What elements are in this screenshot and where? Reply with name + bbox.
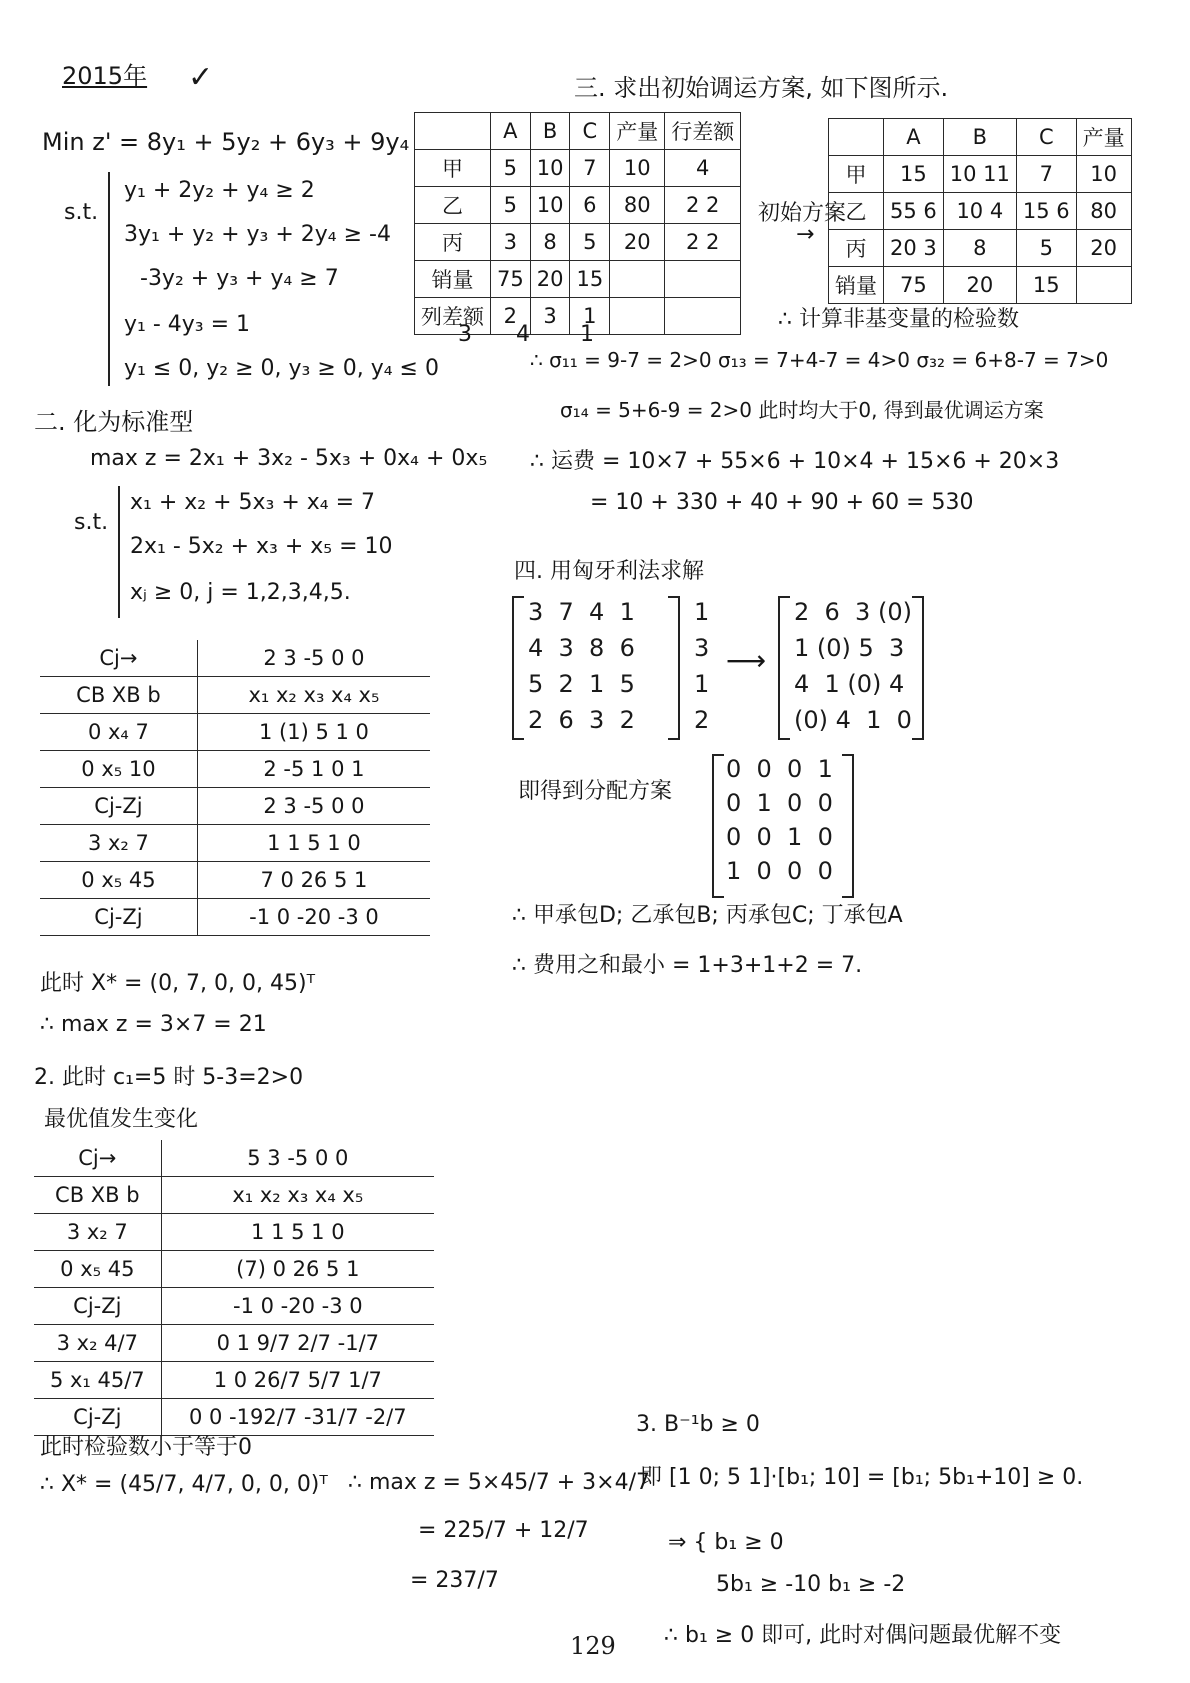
table-row: 销量 75 20 15	[415, 261, 741, 298]
q2-c2: 2x₁ - 5x₂ + x₃ + x₅ = 10	[130, 534, 393, 559]
matrix3-right-bracket	[842, 754, 854, 898]
table-row: A B C 产量	[829, 119, 1132, 156]
initial-plan-label: 初始方案	[758, 201, 847, 226]
q5-imp2: 5b₁ ≥ -10 b₁ ≥ -2	[716, 1572, 906, 1597]
table-row: 3 x₂ 7 1 1 5 1 0	[34, 1214, 434, 1251]
q3-calc2: σ₁₄ = 5+6-9 = 2>0 此时均大于0, 得到最优调运方案	[560, 398, 1044, 422]
q3-cost1: ∴ 运费 = 10×7 + 55×6 + 10×4 + 15×6 + 20×3	[530, 449, 1060, 474]
q5-result: ∴ b₁ ≥ 0 即可, 此时对偶问题最优解不变	[664, 1623, 1062, 1648]
q5-eq: 即 [1 0; 5 1]·[b₁; 10] = [b₁; 5b₁+10] ≥ 0.	[640, 1465, 1084, 1490]
table-row: Cj→ 5 3 -5 0 0	[34, 1140, 434, 1177]
table-row: Cj-Zj -1 0 -20 -3 0	[40, 899, 430, 936]
col-diff-2: 3	[458, 322, 472, 347]
q1-st: s.t.	[64, 200, 99, 225]
table-row: 3 x₂ 4/7 0 1 9/7 2/7 -1/7	[34, 1325, 434, 1362]
matrix2-left-bracket	[778, 596, 790, 740]
q2-brace	[118, 486, 128, 618]
table-row: 乙 5 10 6 80 2 2	[415, 187, 741, 224]
q2-result1: 此时 X* = (0, 7, 0, 0, 45)ᵀ	[40, 971, 316, 996]
matrix1: 3 7 4 1 4 3 8 6 5 2 1 5 2 6 3 2	[528, 598, 635, 734]
table-row: CB XB b x₁ x₂ x₃ x₄ x₅	[34, 1177, 434, 1214]
q2-result3: 此时检验数小于等于0	[40, 1435, 252, 1460]
simplex-table-1	[40, 640, 430, 936]
q2-part2b: 最优值发生变化	[44, 1107, 199, 1132]
year-label: 2015年	[62, 62, 148, 90]
q2-max2: = 225/7 + 12/7	[418, 1518, 589, 1543]
table-row: 3 x₂ 7 1 1 5 1 0	[40, 825, 430, 862]
q4-result2: ∴ 费用之和最小 = 1+3+1+2 = 7.	[512, 953, 863, 978]
q3-calc-title: ∴ 计算非基变量的检验数	[778, 307, 1019, 332]
matrix2: 2 6 3 (0) 1 (0) 5 3 4 1 (0) 4 (0) 4 1 0	[794, 598, 912, 734]
q1-c1: y₁ + 2y₂ + y₄ ≥ 2	[124, 178, 315, 203]
matrix1-right-bracket	[668, 596, 680, 740]
table-row: 乙 55 6 10 4 15 6 80	[829, 193, 1132, 230]
table-row: Cj-Zj 2 3 -5 0 0	[40, 788, 430, 825]
table-row: 0 x₅ 45 7 0 26 5 1	[40, 862, 430, 899]
q1-c3: -3y₂ + y₃ + y₄ ≥ 7	[140, 266, 339, 291]
table-row: 0 x₅ 45 (7) 0 26 5 1	[34, 1251, 434, 1288]
q5-imp1: ⇒ { b₁ ≥ 0	[668, 1530, 784, 1555]
arrow-icon: →	[796, 222, 815, 247]
table-row: Cj-Zj -1 0 -20 -3 0	[34, 1288, 434, 1325]
transport-table-1	[414, 112, 741, 335]
q3-cost2: = 10 + 330 + 40 + 90 + 60 = 530	[590, 490, 974, 515]
q2-max1: ∴ max z = 5×45/7 + 3×4/7	[348, 1470, 650, 1495]
transport-table-2	[828, 118, 1132, 304]
q3-calc1: ∴ σ₁₁ = 9-7 = 2>0 σ₁₃ = 7+4-7 = 4>0 σ₃₂ = 6+8-7 = 7>0	[530, 348, 1109, 372]
q1-c5: y₁ ≤ 0, y₂ ≥ 0, y₃ ≥ 0, y₄ ≤ 0	[124, 356, 439, 381]
q1-brace	[108, 172, 118, 386]
table-row: 0 x₅ 10 2 -5 1 0 1	[40, 751, 430, 788]
table-row: 丙 3 8 5 20 2 2	[415, 224, 741, 261]
table-row: 丙 20 3 8 5 20	[829, 230, 1132, 267]
q1-objective: Min z' = 8y₁ + 5y₂ + 6y₃ + 9y₄	[42, 128, 410, 156]
table-row: 0 x₄ 7 1 (1) 5 1 0	[40, 714, 430, 751]
q1-c2: 3y₁ + y₂ + y₃ + 2y₄ ≥ -4	[124, 222, 391, 247]
q2-max3: = 237/7	[410, 1568, 499, 1593]
q1-c4: y₁ - 4y₃ = 1	[124, 312, 251, 337]
table-row: 5 x₁ 45/7 1 0 26/7 5/7 1/7	[34, 1362, 434, 1399]
q2-title: 二. 化为标准型	[34, 408, 194, 436]
q4-title: 四. 用匈牙利法求解	[514, 559, 704, 584]
q2-objective: max z = 2x₁ + 3x₂ - 5x₃ + 0x₄ + 0x₅	[90, 446, 488, 471]
q2-st: s.t.	[74, 510, 109, 535]
q2-c1: x₁ + x₂ + 5x₃ + x₄ = 7	[130, 490, 376, 515]
q2-result4: ∴ X* = (45/7, 4/7, 0, 0, 0)ᵀ	[40, 1472, 328, 1497]
q4-result1: ∴ 甲承包D; 乙承包B; 丙承包C; 丁承包A	[512, 903, 903, 928]
matrix1-row-min: 1 3 1 2	[694, 598, 710, 734]
q2-c3: xⱼ ≥ 0, j = 1,2,3,4,5.	[130, 580, 351, 605]
q3-title: 三. 求出初始调运方案, 如下图所示.	[574, 74, 949, 102]
table-row: Cj-Zj 0 0 -192/7 -31/7 -2/7	[34, 1399, 434, 1436]
table-row: 销量 75 20 15	[829, 267, 1132, 304]
table-row: 列差额 2 3 1	[415, 298, 741, 335]
col-diff-2b: 4	[516, 322, 530, 347]
simplex-table-2	[34, 1140, 434, 1436]
arrow-right-icon: ⟶	[726, 644, 767, 677]
check-mark: ✓	[188, 60, 214, 95]
table-row: Cj→ 2 3 -5 0 0	[40, 640, 430, 677]
q2-part2a: 2. 此时 c₁=5 时 5-3=2>0	[34, 1065, 304, 1090]
q4-assign-label: 即得到分配方案	[518, 779, 673, 804]
q2-result2: ∴ max z = 3×7 = 21	[40, 1012, 267, 1037]
page-number: 129	[570, 1632, 616, 1660]
table-row: 甲 5 10 7 10 4	[415, 150, 741, 187]
matrix1-left-bracket	[512, 596, 524, 740]
col-diff-2c: 1	[580, 322, 594, 347]
matrix2-right-bracket	[912, 596, 924, 740]
table-row: A B C 产量 行差额	[415, 113, 741, 150]
matrix3-left-bracket	[712, 754, 724, 898]
q5-title: 3. B⁻¹b ≥ 0	[636, 1412, 760, 1437]
matrix3: 0 0 0 1 0 1 0 0 0 0 1 0 1 0 0 0	[726, 755, 833, 885]
table-row: CB XB b x₁ x₂ x₃ x₄ x₅	[40, 677, 430, 714]
table-row: 甲 15 10 11 7 10	[829, 156, 1132, 193]
